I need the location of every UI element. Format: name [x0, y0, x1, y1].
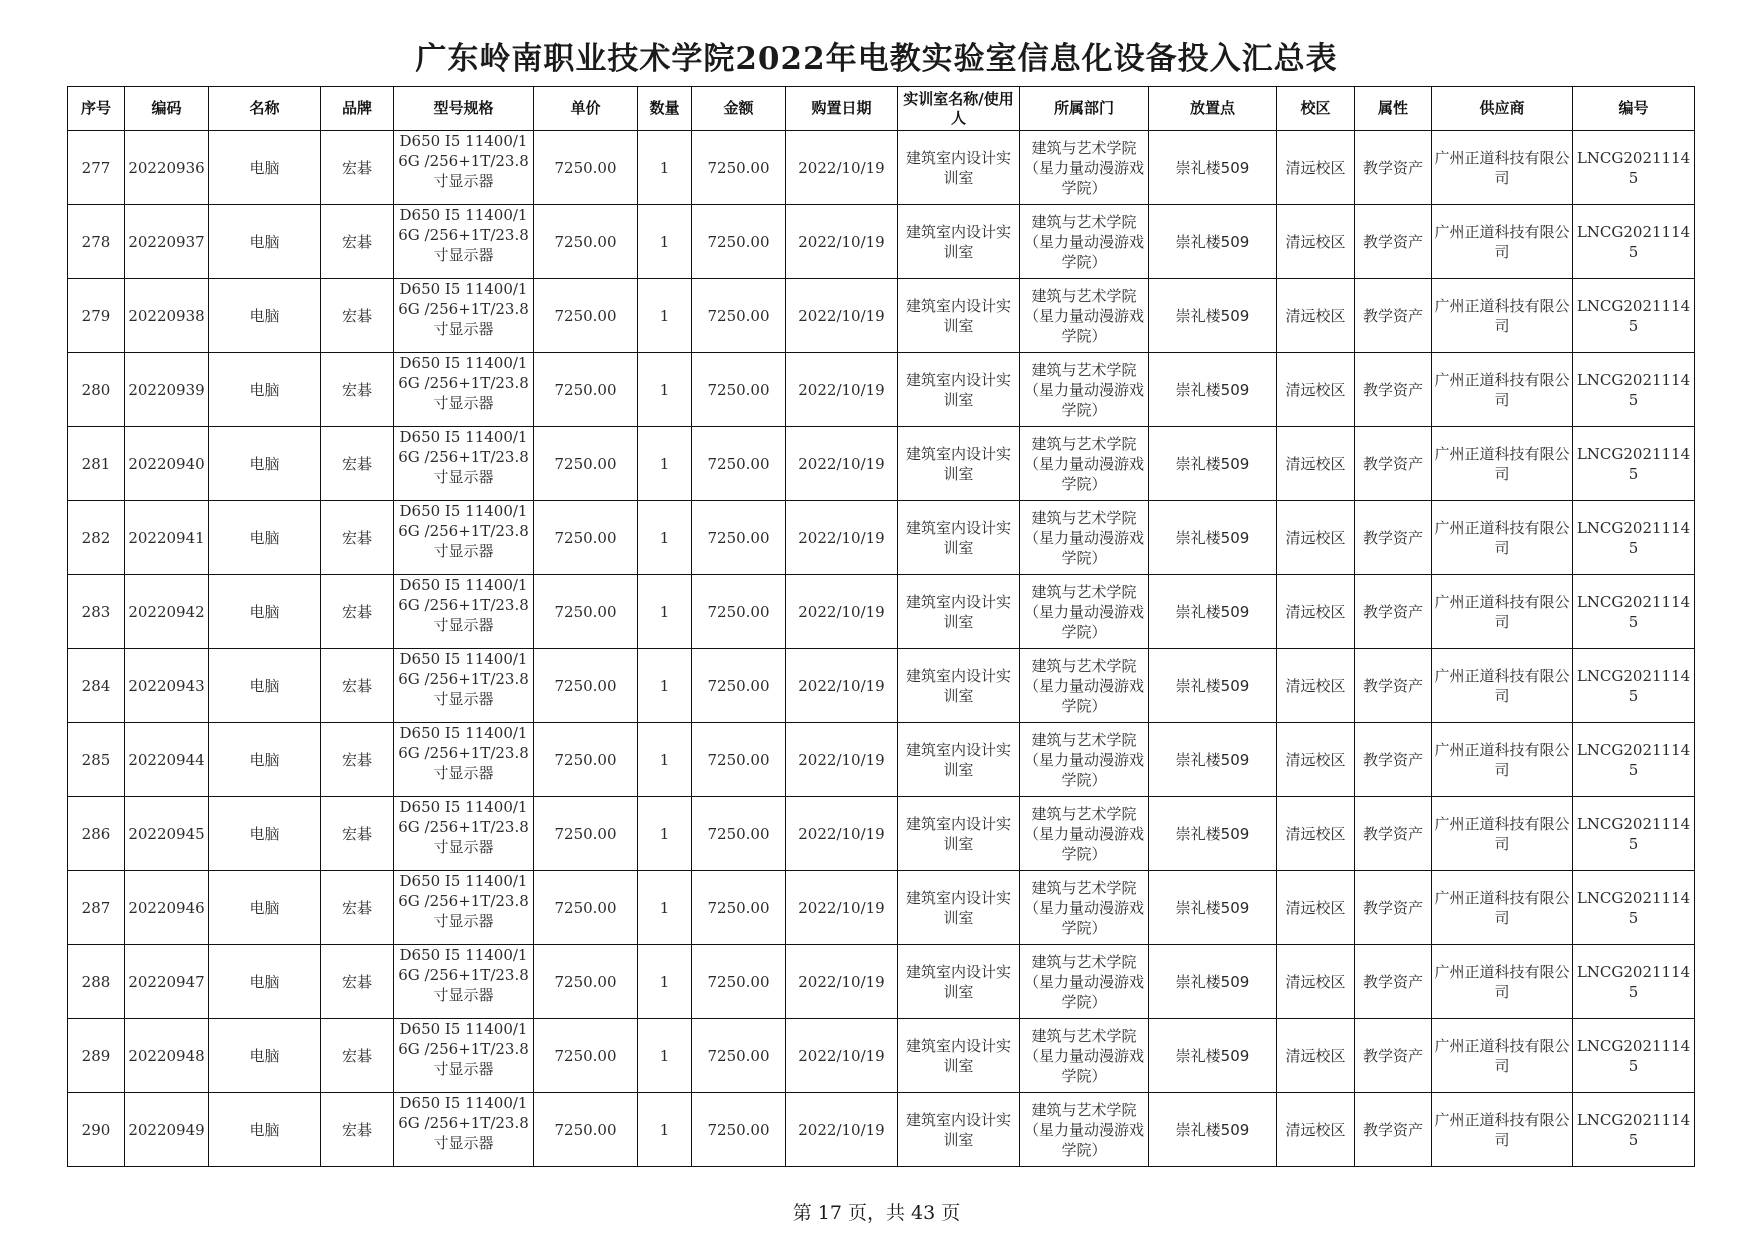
number-cell: LNCG20211145 [1573, 1019, 1695, 1093]
location-cell: 崇礼楼509 [1149, 1093, 1277, 1167]
attribute-cell: 教学资产 [1355, 1093, 1432, 1167]
room-cell: 建筑室内设计实训室 [898, 797, 1020, 871]
room-cell: 建筑室内设计实训室 [898, 649, 1020, 723]
number-cell: LNCG20211145 [1573, 205, 1695, 279]
unit-price-cell: 7250.00 [534, 427, 638, 501]
location-cell: 崇礼楼509 [1149, 1019, 1277, 1093]
seq-cell: 279 [68, 279, 125, 353]
code-cell: 20220947 [125, 945, 209, 1019]
attribute-cell: 教学资产 [1355, 131, 1432, 205]
location-cell: 崇礼楼509 [1149, 871, 1277, 945]
brand-cell: 宏碁 [321, 205, 394, 279]
spec-text: D650 I5 11400/16G /256+1T/23.8寸显示器 [398, 724, 529, 782]
campus-cell: 清远校区 [1277, 1019, 1355, 1093]
location-cell: 崇礼楼509 [1149, 279, 1277, 353]
spec-text: D650 I5 11400/16G /256+1T/23.8寸显示器 [398, 946, 529, 1004]
attribute-cell: 教学资产 [1355, 575, 1432, 649]
campus-cell: 清远校区 [1277, 131, 1355, 205]
spec-cell [394, 871, 534, 945]
table-row [68, 501, 1695, 575]
supplier-cell: 广州正道科技有限公司 [1432, 797, 1573, 871]
number-cell: LNCG20211145 [1573, 501, 1695, 575]
quantity-cell: 1 [638, 797, 692, 871]
code-cell: 20220936 [125, 131, 209, 205]
name-cell: 电脑 [209, 353, 321, 427]
name-cell: 电脑 [209, 427, 321, 501]
location-cell: 崇礼楼509 [1149, 649, 1277, 723]
supplier-cell: 广州正道科技有限公司 [1432, 945, 1573, 1019]
spec-cell [394, 797, 534, 871]
quantity-cell: 1 [638, 945, 692, 1019]
room-cell: 建筑室内设计实训室 [898, 945, 1020, 1019]
spec-cell [394, 649, 534, 723]
table-row [68, 1019, 1695, 1093]
name-cell: 电脑 [209, 131, 321, 205]
spec-text: D650 I5 11400/16G /256+1T/23.8寸显示器 [398, 872, 529, 930]
purchase-date-cell: 2022/10/19 [786, 1019, 898, 1093]
seq-cell: 289 [68, 1019, 125, 1093]
room-cell: 建筑室内设计实训室 [898, 205, 1020, 279]
table-row [68, 797, 1695, 871]
amount-cell: 7250.00 [692, 1093, 786, 1167]
quantity-cell: 1 [638, 131, 692, 205]
amount-cell: 7250.00 [692, 501, 786, 575]
amount-cell: 7250.00 [692, 797, 786, 871]
number-cell: LNCG20211145 [1573, 1093, 1695, 1167]
column-header: 购置日期 [786, 87, 898, 131]
supplier-cell: 广州正道科技有限公司 [1432, 427, 1573, 501]
location-cell: 崇礼楼509 [1149, 575, 1277, 649]
column-header: 编号 [1573, 87, 1695, 131]
purchase-date-cell: 2022/10/19 [786, 797, 898, 871]
number-cell: LNCG20211145 [1573, 427, 1695, 501]
name-cell: 电脑 [209, 723, 321, 797]
department-cell: 建筑与艺术学院（星力量动漫游戏学院） [1020, 353, 1149, 427]
spec-text: D650 I5 11400/16G /256+1T/23.8寸显示器 [398, 798, 529, 856]
brand-cell: 宏碁 [321, 649, 394, 723]
spec-cell [394, 501, 534, 575]
location-cell: 崇礼楼509 [1149, 723, 1277, 797]
unit-price-cell: 7250.00 [534, 1093, 638, 1167]
attribute-cell: 教学资产 [1355, 945, 1432, 1019]
table-row [68, 353, 1695, 427]
brand-cell: 宏碁 [321, 871, 394, 945]
spec-text: D650 I5 11400/16G /256+1T/23.8寸显示器 [398, 1094, 529, 1152]
code-cell: 20220949 [125, 1093, 209, 1167]
quantity-cell: 1 [638, 427, 692, 501]
page-footer: 第 17 页，共 43 页 [792, 1202, 961, 1224]
unit-price-cell: 7250.00 [534, 353, 638, 427]
department-cell: 建筑与艺术学院（星力量动漫游戏学院） [1020, 723, 1149, 797]
code-cell: 20220939 [125, 353, 209, 427]
department-cell: 建筑与艺术学院（星力量动漫游戏学院） [1020, 797, 1149, 871]
purchase-date-cell: 2022/10/19 [786, 723, 898, 797]
amount-cell: 7250.00 [692, 575, 786, 649]
column-header: 供应商 [1432, 87, 1573, 131]
spec-cell [394, 1019, 534, 1093]
amount-cell: 7250.00 [692, 945, 786, 1019]
department-cell: 建筑与艺术学院（星力量动漫游戏学院） [1020, 945, 1149, 1019]
table-row [68, 131, 1695, 205]
code-cell: 20220937 [125, 205, 209, 279]
spec-text: D650 I5 11400/16G /256+1T/23.8寸显示器 [398, 354, 529, 412]
quantity-cell: 1 [638, 353, 692, 427]
room-cell: 建筑室内设计实训室 [898, 279, 1020, 353]
brand-cell: 宏碁 [321, 575, 394, 649]
quantity-cell: 1 [638, 1093, 692, 1167]
location-cell: 崇礼楼509 [1149, 945, 1277, 1019]
column-header: 金额 [692, 87, 786, 131]
name-cell: 电脑 [209, 205, 321, 279]
quantity-cell: 1 [638, 649, 692, 723]
location-cell: 崇礼楼509 [1149, 131, 1277, 205]
number-cell: LNCG20211145 [1573, 131, 1695, 205]
brand-cell: 宏碁 [321, 1019, 394, 1093]
campus-cell: 清远校区 [1277, 575, 1355, 649]
room-cell: 建筑室内设计实训室 [898, 353, 1020, 427]
quantity-cell: 1 [638, 575, 692, 649]
code-cell: 20220944 [125, 723, 209, 797]
spec-text: D650 I5 11400/16G /256+1T/23.8寸显示器 [398, 428, 529, 486]
department-cell: 建筑与艺术学院（星力量动漫游戏学院） [1020, 501, 1149, 575]
brand-cell: 宏碁 [321, 279, 394, 353]
table-row [68, 1093, 1695, 1167]
code-cell: 20220942 [125, 575, 209, 649]
table-row [68, 427, 1695, 501]
name-cell: 电脑 [209, 871, 321, 945]
code-cell: 20220940 [125, 427, 209, 501]
spec-text: D650 I5 11400/16G /256+1T/23.8寸显示器 [398, 280, 529, 338]
table-header-row [68, 87, 1695, 131]
table-row [68, 205, 1695, 279]
column-header: 品牌 [321, 87, 394, 131]
name-cell: 电脑 [209, 649, 321, 723]
amount-cell: 7250.00 [692, 279, 786, 353]
amount-cell: 7250.00 [692, 723, 786, 797]
room-cell: 建筑室内设计实训室 [898, 131, 1020, 205]
number-cell: LNCG20211145 [1573, 649, 1695, 723]
name-cell: 电脑 [209, 279, 321, 353]
unit-price-cell: 7250.00 [534, 871, 638, 945]
code-cell: 20220945 [125, 797, 209, 871]
purchase-date-cell: 2022/10/19 [786, 945, 898, 1019]
table-row [68, 279, 1695, 353]
purchase-date-cell: 2022/10/19 [786, 871, 898, 945]
seq-cell: 277 [68, 131, 125, 205]
attribute-cell: 教学资产 [1355, 871, 1432, 945]
unit-price-cell: 7250.00 [534, 131, 638, 205]
column-header: 属性 [1355, 87, 1432, 131]
brand-cell: 宏碁 [321, 797, 394, 871]
supplier-cell: 广州正道科技有限公司 [1432, 871, 1573, 945]
brand-cell: 宏碁 [321, 353, 394, 427]
seq-cell: 283 [68, 575, 125, 649]
amount-cell: 7250.00 [692, 1019, 786, 1093]
brand-cell: 宏碁 [321, 131, 394, 205]
campus-cell: 清远校区 [1277, 871, 1355, 945]
department-cell: 建筑与艺术学院（星力量动漫游戏学院） [1020, 131, 1149, 205]
spec-text: D650 I5 11400/16G /256+1T/23.8寸显示器 [398, 132, 529, 190]
spec-cell [394, 723, 534, 797]
spec-text: D650 I5 11400/16G /256+1T/23.8寸显示器 [398, 650, 529, 708]
purchase-date-cell: 2022/10/19 [786, 1093, 898, 1167]
campus-cell: 清远校区 [1277, 649, 1355, 723]
column-header: 编码 [125, 87, 209, 131]
number-cell: LNCG20211145 [1573, 353, 1695, 427]
seq-cell: 282 [68, 501, 125, 575]
column-header: 所属部门 [1020, 87, 1149, 131]
department-cell: 建筑与艺术学院（星力量动漫游戏学院） [1020, 279, 1149, 353]
campus-cell: 清远校区 [1277, 279, 1355, 353]
seq-cell: 278 [68, 205, 125, 279]
brand-cell: 宏碁 [321, 723, 394, 797]
attribute-cell: 教学资产 [1355, 501, 1432, 575]
attribute-cell: 教学资产 [1355, 723, 1432, 797]
seq-cell: 280 [68, 353, 125, 427]
brand-cell: 宏碁 [321, 501, 394, 575]
amount-cell: 7250.00 [692, 131, 786, 205]
number-cell: LNCG20211145 [1573, 723, 1695, 797]
campus-cell: 清远校区 [1277, 353, 1355, 427]
department-cell: 建筑与艺术学院（星力量动漫游戏学院） [1020, 871, 1149, 945]
department-cell: 建筑与艺术学院（星力量动漫游戏学院） [1020, 649, 1149, 723]
amount-cell: 7250.00 [692, 205, 786, 279]
quantity-cell: 1 [638, 279, 692, 353]
attribute-cell: 教学资产 [1355, 205, 1432, 279]
purchase-date-cell: 2022/10/19 [786, 427, 898, 501]
column-header: 型号规格 [394, 87, 534, 131]
seq-cell: 281 [68, 427, 125, 501]
room-cell: 建筑室内设计实训室 [898, 427, 1020, 501]
supplier-cell: 广州正道科技有限公司 [1432, 649, 1573, 723]
supplier-cell: 广州正道科技有限公司 [1432, 723, 1573, 797]
supplier-cell: 广州正道科技有限公司 [1432, 501, 1573, 575]
department-cell: 建筑与艺术学院（星力量动漫游戏学院） [1020, 205, 1149, 279]
seq-cell: 284 [68, 649, 125, 723]
unit-price-cell: 7250.00 [534, 649, 638, 723]
unit-price-cell: 7250.00 [534, 575, 638, 649]
attribute-cell: 教学资产 [1355, 649, 1432, 723]
supplier-cell: 广州正道科技有限公司 [1432, 1093, 1573, 1167]
attribute-cell: 教学资产 [1355, 797, 1432, 871]
equipment-table [67, 86, 1695, 1167]
table-row [68, 945, 1695, 1019]
purchase-date-cell: 2022/10/19 [786, 501, 898, 575]
supplier-cell: 广州正道科技有限公司 [1432, 205, 1573, 279]
name-cell: 电脑 [209, 945, 321, 1019]
seq-cell: 290 [68, 1093, 125, 1167]
unit-price-cell: 7250.00 [534, 797, 638, 871]
name-cell: 电脑 [209, 501, 321, 575]
supplier-cell: 广州正道科技有限公司 [1432, 353, 1573, 427]
room-cell: 建筑室内设计实训室 [898, 871, 1020, 945]
amount-cell: 7250.00 [692, 649, 786, 723]
number-cell: LNCG20211145 [1573, 575, 1695, 649]
seq-cell: 285 [68, 723, 125, 797]
spec-cell [394, 427, 534, 501]
supplier-cell: 广州正道科技有限公司 [1432, 279, 1573, 353]
table-row [68, 575, 1695, 649]
unit-price-cell: 7250.00 [534, 205, 638, 279]
unit-price-cell: 7250.00 [534, 279, 638, 353]
campus-cell: 清远校区 [1277, 1093, 1355, 1167]
campus-cell: 清远校区 [1277, 797, 1355, 871]
amount-cell: 7250.00 [692, 427, 786, 501]
brand-cell: 宏碁 [321, 1093, 394, 1167]
number-cell: LNCG20211145 [1573, 945, 1695, 1019]
spec-cell [394, 131, 534, 205]
column-header: 单价 [534, 87, 638, 131]
purchase-date-cell: 2022/10/19 [786, 279, 898, 353]
location-cell: 崇礼楼509 [1149, 797, 1277, 871]
department-cell: 建筑与艺术学院（星力量动漫游戏学院） [1020, 575, 1149, 649]
location-cell: 崇礼楼509 [1149, 501, 1277, 575]
spec-text: D650 I5 11400/16G /256+1T/23.8寸显示器 [398, 206, 529, 264]
purchase-date-cell: 2022/10/19 [786, 131, 898, 205]
campus-cell: 清远校区 [1277, 501, 1355, 575]
campus-cell: 清远校区 [1277, 945, 1355, 1019]
department-cell: 建筑与艺术学院（星力量动漫游戏学院） [1020, 427, 1149, 501]
campus-cell: 清远校区 [1277, 723, 1355, 797]
purchase-date-cell: 2022/10/19 [786, 205, 898, 279]
brand-cell: 宏碁 [321, 945, 394, 1019]
purchase-date-cell: 2022/10/19 [786, 649, 898, 723]
quantity-cell: 1 [638, 1019, 692, 1093]
spec-cell [394, 575, 534, 649]
column-header: 实训室名称/使用人 [898, 87, 1020, 131]
name-cell: 电脑 [209, 1093, 321, 1167]
purchase-date-cell: 2022/10/19 [786, 353, 898, 427]
room-cell: 建筑室内设计实训室 [898, 501, 1020, 575]
spec-text: D650 I5 11400/16G /256+1T/23.8寸显示器 [398, 1020, 529, 1078]
number-cell: LNCG20211145 [1573, 279, 1695, 353]
table-row [68, 649, 1695, 723]
page-title: 广东岭南职业技术学院2022年电教实验室信息化设备投入汇总表 [415, 41, 1338, 77]
column-header: 放置点 [1149, 87, 1277, 131]
code-cell: 20220948 [125, 1019, 209, 1093]
seq-cell: 287 [68, 871, 125, 945]
attribute-cell: 教学资产 [1355, 353, 1432, 427]
quantity-cell: 1 [638, 723, 692, 797]
attribute-cell: 教学资产 [1355, 427, 1432, 501]
supplier-cell: 广州正道科技有限公司 [1432, 575, 1573, 649]
column-header: 数量 [638, 87, 692, 131]
unit-price-cell: 7250.00 [534, 501, 638, 575]
name-cell: 电脑 [209, 1019, 321, 1093]
department-cell: 建筑与艺术学院（星力量动漫游戏学院） [1020, 1019, 1149, 1093]
code-cell: 20220946 [125, 871, 209, 945]
spec-cell [394, 279, 534, 353]
location-cell: 崇礼楼509 [1149, 427, 1277, 501]
table-row [68, 723, 1695, 797]
attribute-cell: 教学资产 [1355, 279, 1432, 353]
amount-cell: 7250.00 [692, 353, 786, 427]
spec-text: D650 I5 11400/16G /256+1T/23.8寸显示器 [398, 576, 529, 634]
spec-cell [394, 353, 534, 427]
spec-cell [394, 205, 534, 279]
column-header: 校区 [1277, 87, 1355, 131]
purchase-date-cell: 2022/10/19 [786, 575, 898, 649]
code-cell: 20220941 [125, 501, 209, 575]
room-cell: 建筑室内设计实训室 [898, 723, 1020, 797]
number-cell: LNCG20211145 [1573, 871, 1695, 945]
attribute-cell: 教学资产 [1355, 1019, 1432, 1093]
number-cell: LNCG20211145 [1573, 797, 1695, 871]
code-cell: 20220938 [125, 279, 209, 353]
table-row [68, 871, 1695, 945]
campus-cell: 清远校区 [1277, 427, 1355, 501]
table-body [68, 131, 1695, 1167]
supplier-cell: 广州正道科技有限公司 [1432, 131, 1573, 205]
department-cell: 建筑与艺术学院（星力量动漫游戏学院） [1020, 1093, 1149, 1167]
unit-price-cell: 7250.00 [534, 723, 638, 797]
location-cell: 崇礼楼509 [1149, 205, 1277, 279]
room-cell: 建筑室内设计实训室 [898, 1019, 1020, 1093]
spec-cell [394, 945, 534, 1019]
quantity-cell: 1 [638, 871, 692, 945]
column-header: 序号 [68, 87, 125, 131]
seq-cell: 286 [68, 797, 125, 871]
unit-price-cell: 7250.00 [534, 1019, 638, 1093]
location-cell: 崇礼楼509 [1149, 353, 1277, 427]
name-cell: 电脑 [209, 797, 321, 871]
campus-cell: 清远校区 [1277, 205, 1355, 279]
quantity-cell: 1 [638, 501, 692, 575]
room-cell: 建筑室内设计实训室 [898, 575, 1020, 649]
name-cell: 电脑 [209, 575, 321, 649]
brand-cell: 宏碁 [321, 427, 394, 501]
amount-cell: 7250.00 [692, 871, 786, 945]
code-cell: 20220943 [125, 649, 209, 723]
unit-price-cell: 7250.00 [534, 945, 638, 1019]
column-header: 名称 [209, 87, 321, 131]
spec-cell [394, 1093, 534, 1167]
room-cell: 建筑室内设计实训室 [898, 1093, 1020, 1167]
seq-cell: 288 [68, 945, 125, 1019]
quantity-cell: 1 [638, 205, 692, 279]
spec-text: D650 I5 11400/16G /256+1T/23.8寸显示器 [398, 502, 529, 560]
supplier-cell: 广州正道科技有限公司 [1432, 1019, 1573, 1093]
